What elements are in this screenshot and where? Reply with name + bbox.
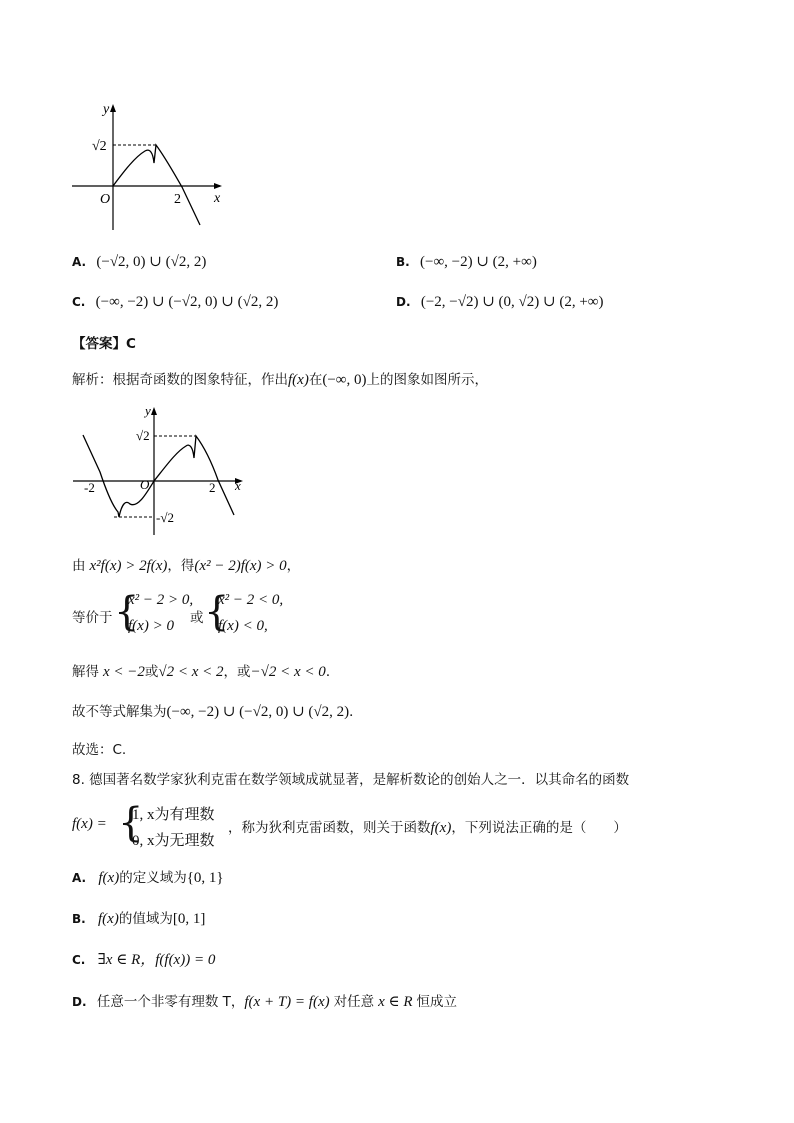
option-text: (−∞, −2) ∪ (−√2, 0) ∪ (√2, 2) <box>95 294 279 310</box>
function-curve <box>113 145 200 225</box>
option-text: (−2, −√2) ∪ (0, √2) ∪ (2, +∞) <box>420 294 604 310</box>
option-letter: B. <box>72 912 86 926</box>
math: ∃x ∈ R，f(f(x)) = 0 <box>97 952 216 968</box>
analysis-step1 <box>72 554 300 575</box>
math: x ∈ R <box>378 994 413 1010</box>
q7-option-c[interactable] <box>72 292 278 311</box>
function-curve <box>83 435 234 517</box>
option-letter: B. <box>396 255 410 269</box>
equiv-label: 等价于 <box>72 610 113 626</box>
math: (−∞, −2) ∪ (−√2, 0) ∪ (√2, 2) <box>166 704 350 720</box>
math: {0, 1} <box>186 870 224 886</box>
neg-sqrt2-label: -√2 <box>156 510 174 525</box>
math: √2 < x < 2 <box>158 664 224 680</box>
brace-2: { <box>204 589 230 635</box>
text: ． <box>325 664 340 680</box>
q8-brace: { <box>118 800 144 846</box>
option-letter: C. <box>72 953 86 967</box>
system2-line2: f(x) < 0, <box>218 618 268 634</box>
origin-label: O <box>140 477 150 492</box>
text: 上的图象如图所示， <box>366 372 488 388</box>
q7-option-d[interactable] <box>396 292 603 311</box>
q7-option-a[interactable] <box>72 252 206 271</box>
text: 解析：根据奇函数的图象特征，作出 <box>72 372 288 388</box>
analysis-intro <box>72 368 488 389</box>
option-letter: D. <box>396 295 411 309</box>
q8-option-b[interactable] <box>72 907 205 928</box>
text: ，下列说法正确的是（ ） <box>451 820 627 836</box>
y-axis-arrow <box>151 407 157 415</box>
two-label: 2 <box>209 480 216 495</box>
q8-option-d[interactable] <box>72 990 457 1011</box>
text: 恒成立 <box>416 994 458 1010</box>
q8-option-c[interactable] <box>72 948 215 969</box>
answer-line <box>72 332 136 352</box>
graph-2 <box>68 400 248 540</box>
math: [0, 1] <box>172 911 206 927</box>
option-letter: D. <box>72 995 87 1009</box>
q8-option-a[interactable] <box>72 866 224 887</box>
analysis-final: 故选：C. <box>72 742 127 758</box>
text: ，或 <box>223 664 251 680</box>
text: 故不等式解集为 <box>72 704 167 720</box>
math: f(x) <box>430 820 452 836</box>
q7-option-b[interactable] <box>396 252 537 271</box>
math: (−∞, 0) <box>322 372 367 388</box>
text: 的定义域为 <box>119 870 187 886</box>
text: 对任意 <box>333 994 375 1010</box>
two-label: 2 <box>174 192 181 207</box>
neg-two-label: -2 <box>84 480 95 495</box>
option-letter: C. <box>72 295 86 309</box>
origin-label: O <box>100 192 111 207</box>
math: x²f(x) > 2f(x) <box>89 558 168 574</box>
text: 由 <box>72 558 86 574</box>
answer-label: 【答案】 <box>72 336 126 352</box>
text: 任意一个非零有理数 T， <box>96 994 245 1010</box>
math: f(x) <box>98 911 119 927</box>
math: f(x) <box>98 870 120 886</box>
sqrt2-label: √2 <box>92 139 107 154</box>
analysis-conclusion <box>72 700 363 721</box>
math: x < −2 <box>103 664 145 680</box>
y-axis-arrow <box>110 104 116 112</box>
text: 的值域为 <box>118 911 173 927</box>
text: 解得 <box>72 664 99 680</box>
y-axis-label: y <box>145 403 151 418</box>
math: −√2 < x < 0 <box>250 664 326 680</box>
math: f(x) <box>288 372 309 388</box>
answer-value: C <box>126 336 136 352</box>
q8-line1: 8. 德国著名数学家狄利克雷在数学领域成就显著，是解析数论的创始人之一．以其命名的函数 <box>72 772 630 788</box>
graph-1 <box>60 95 240 240</box>
system1-line1: x² − 2 > 0, <box>128 592 194 608</box>
option-text: (−√2, 0) ∪ (√2, 2) <box>96 254 207 270</box>
y-axis-label: y <box>103 102 110 117</box>
option-letter: A. <box>72 255 87 269</box>
q8-stem-rest <box>228 816 627 837</box>
analysis-solve <box>72 660 339 681</box>
option-letter: A. <box>72 871 87 885</box>
sqrt2-label: √2 <box>136 428 150 443</box>
system2-line1: x² − 2 < 0, <box>218 592 284 608</box>
text: 或 <box>144 664 159 680</box>
x-axis-label: x <box>214 191 221 206</box>
q8-case2: 0, x为无理数 <box>132 833 215 849</box>
q8-fx: f(x) = <box>72 816 107 832</box>
text: 在 <box>308 372 323 388</box>
x-axis-label: x <box>235 478 241 493</box>
option-text: (−∞, −2) ∪ (2, +∞) <box>420 254 537 270</box>
text: ，得 <box>167 558 195 574</box>
math: f(x + T) = f(x) <box>244 994 330 1010</box>
system1-line2: f(x) > 0 <box>128 618 174 634</box>
or-label: 或 <box>190 610 204 626</box>
brace-1: { <box>114 589 140 635</box>
x-axis-arrow <box>214 183 222 189</box>
q8-case1: 1, x为有理数 <box>132 807 215 823</box>
text: ，称为狄利克雷函数，则关于函数 <box>228 820 431 836</box>
text: ． <box>349 704 363 720</box>
math: (x² − 2)f(x) > 0 <box>194 558 287 574</box>
text: ， <box>286 558 301 574</box>
